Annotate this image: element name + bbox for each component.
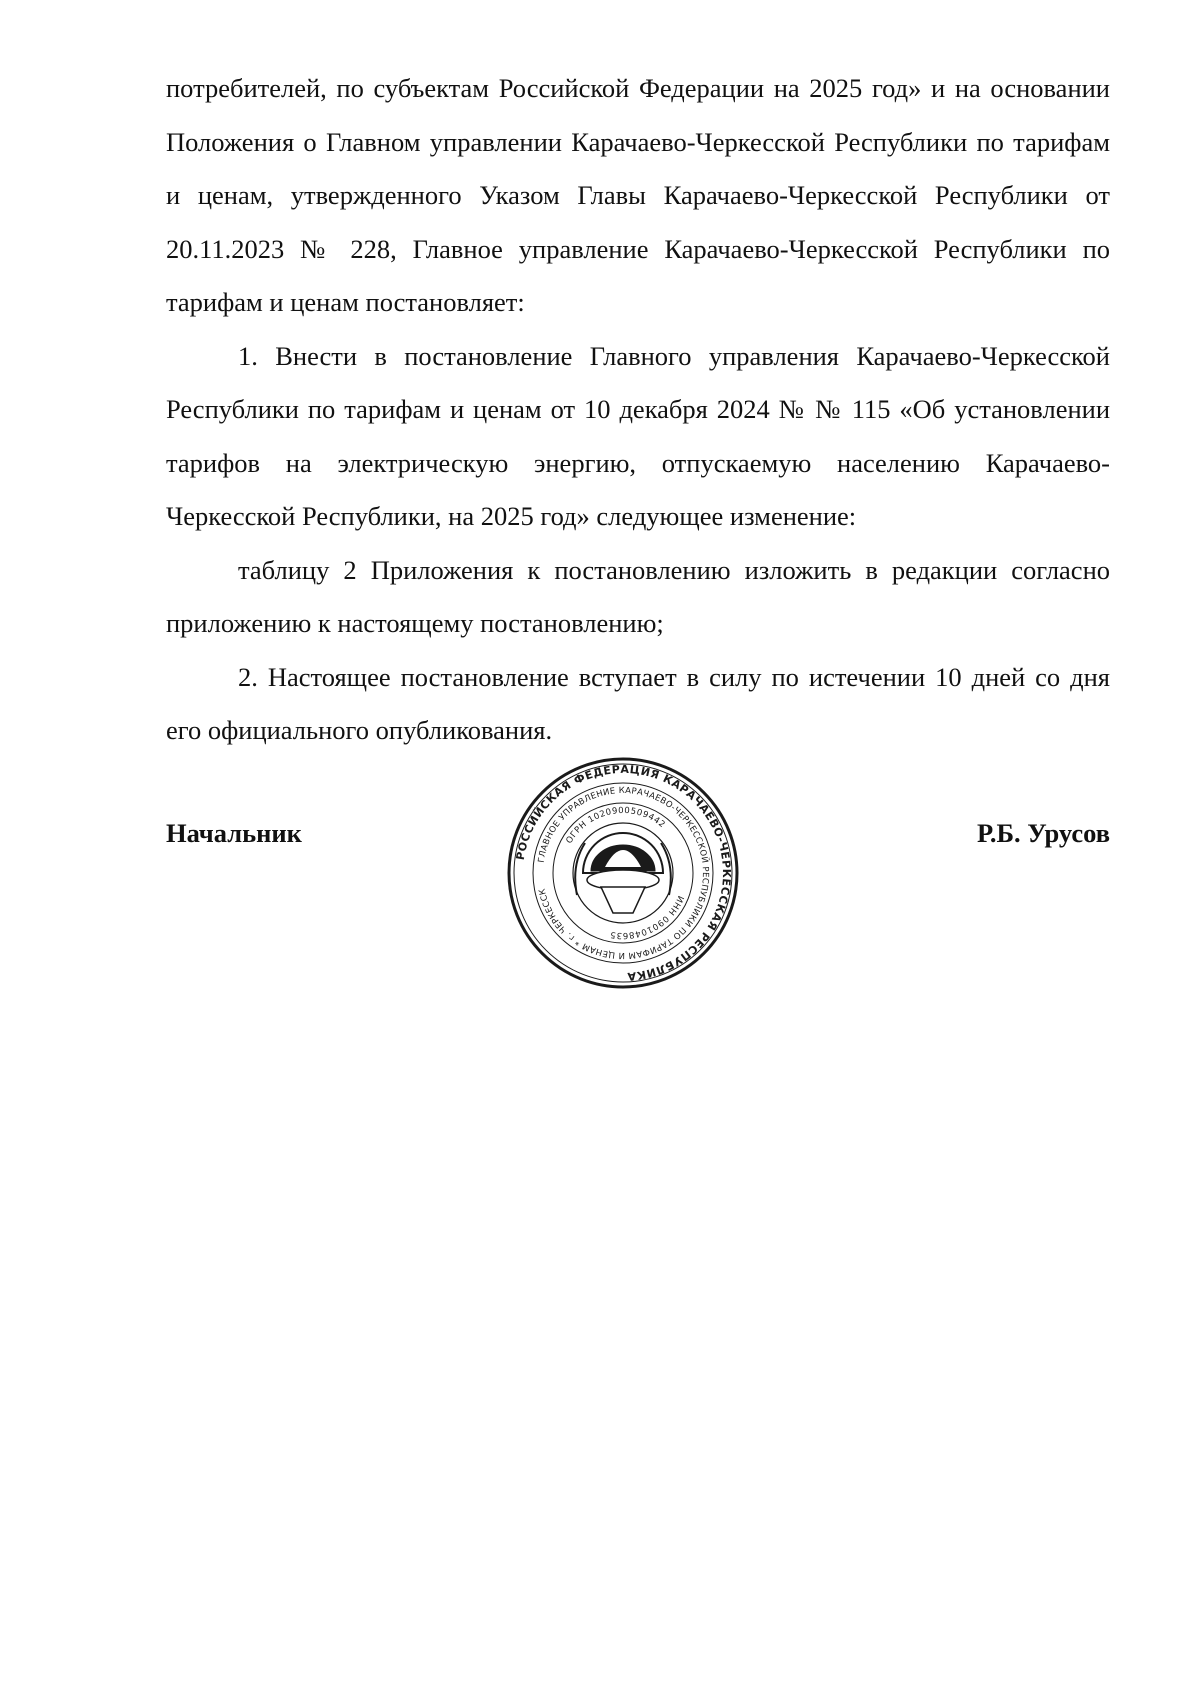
svg-text:ИНН 0901048635: ИНН 0901048635 bbox=[609, 893, 686, 941]
paragraph-preamble: потребителей, по субъектам Российской Федерации на 2025 год» и на основании Положения о Главном управлении Карачаево-Черкесской Республики по тарифам и ценам, утвержденного Указом Главы Карачаево-Черкесской Республики от 20.11.2023 № 228, Главное управление Карачаево-Черкесской Республики по тарифам и ценам постановляет: bbox=[166, 73, 1110, 317]
document-body bbox=[166, 62, 1110, 758]
emblem-icon bbox=[575, 833, 671, 913]
svg-text:ГЛАВНОЕ УПРАВЛЕНИЕ КАРАЧАЕВО-Ч: ГЛАВНОЕ УПРАВЛЕНИЕ КАРАЧАЕВО-ЧЕРКЕССКОЙ РЕСПУБЛИКИ ПО ТАРИФАМ И ЦЕНАМ * г. ЧЕРКЕССК bbox=[536, 785, 711, 961]
official-seal bbox=[505, 755, 741, 991]
paragraph-amendment: таблицу 2 Приложения к постановлению изложить в редакции согласно приложению к настоящему постановлению; bbox=[166, 554, 1110, 638]
official-seal-graphic bbox=[505, 755, 741, 991]
paragraph-item-1: 1. Внести в постановление Главного управления Карачаево-Черкесской Республики по тарифам и ценам от 10 декабря 2024 № № 115 «Об установлении тарифов на электрическую энергию, отпускаемую населению Карачаево-Черкесской Республики, на 2025 год» следующее изменение: bbox=[166, 340, 1110, 531]
signature-name: Р.Б. Урусов bbox=[976, 818, 1110, 848]
svg-text:ОГРН 1020900509442: ОГРН 1020900509442 bbox=[564, 805, 668, 846]
svg-text:РОССИЙСКАЯ ФЕДЕРАЦИЯ КАРАЧАЕВО: РОССИЙСКАЯ ФЕДЕРАЦИЯ КАРАЧАЕВО-ЧЕРКЕССКАЯ РЕСПУБЛИКА bbox=[513, 762, 734, 983]
paragraph-item-2: 2. Настоящее постановление вступает в силу по истечении 10 дней со дня его официального опубликования. bbox=[166, 661, 1110, 745]
signature-title: Начальник bbox=[166, 818, 302, 848]
